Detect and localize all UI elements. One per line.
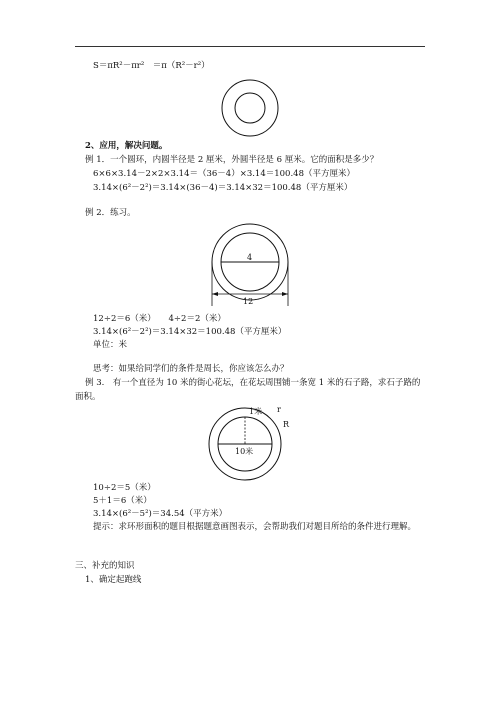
example2-unit: 单位：米 [93,340,128,350]
path-width-label: 1米 [249,407,263,416]
example3-hint: 提示：求环形面积的题目根据题意画图表示，会帮助我们对题目所给的条件进行理解。 [93,522,417,532]
ring-area-formula: S＝πR²－πr² ＝π（R²－r²） [93,61,210,71]
think-question: 思考：如果给同学们的条件是周长，你应该怎么办？ [93,364,289,374]
example2-calc1: 12÷2＝6（米） 4÷2＝2（米） [93,314,226,324]
inner-circle [235,93,265,123]
example3-question-line1: 例 3. 有一个直径为 10 米的街心花坛，在花坛周围铺一条宽 1 米的石子路，求石子路的 [85,378,421,388]
section2-title: 2、应用，解决问题。 [85,141,168,151]
ring-diagram-2 [205,220,295,310]
section3-item1: 1、确定起跑线 [85,575,142,585]
header-rule [75,46,425,47]
example3-question-line2: 面积。 [75,392,101,402]
section3-title: 三、补充的知识 [75,561,135,571]
diameter-label: 10米 [235,447,254,456]
ring-diagram-3 [205,400,305,490]
inner-radius-label: r [277,405,281,414]
example1-question: 例 1．一个圆环，内圆半径是 2 厘米，外圆半径是 6 厘米。它的面积是多少？ [85,155,379,165]
example3-calc1: 10÷2＝5（米） [93,483,156,493]
outer-diameter-label: 12 [243,297,254,306]
example1-calc2: 3.14×(6²－2²)＝3.14×(36－4)＝3.14×32＝100.48（平方厘米） [93,183,353,193]
example3-calc3: 3.14×(6²－5²)＝34.54（平方米） [93,509,228,519]
example1-calc1: 6×6×3.14－2×2×3.14＝（36－4）×3.14＝100.48（平方厘米） [93,169,355,179]
outer-radius-label: R [283,420,290,429]
right-arrow [282,292,288,296]
example2-calc2: 3.14×(6²－2²)＝3.14×32＝100.48（平方厘米） [93,327,287,337]
left-arrow [212,292,218,296]
inner-diameter-label: 4 [247,253,253,262]
example2-title: 例 2．练习。 [85,208,136,218]
example3-calc2: 5＋1＝6（米） [93,496,152,506]
ring-diagram-1 [220,78,280,138]
outer-circle [222,80,278,136]
